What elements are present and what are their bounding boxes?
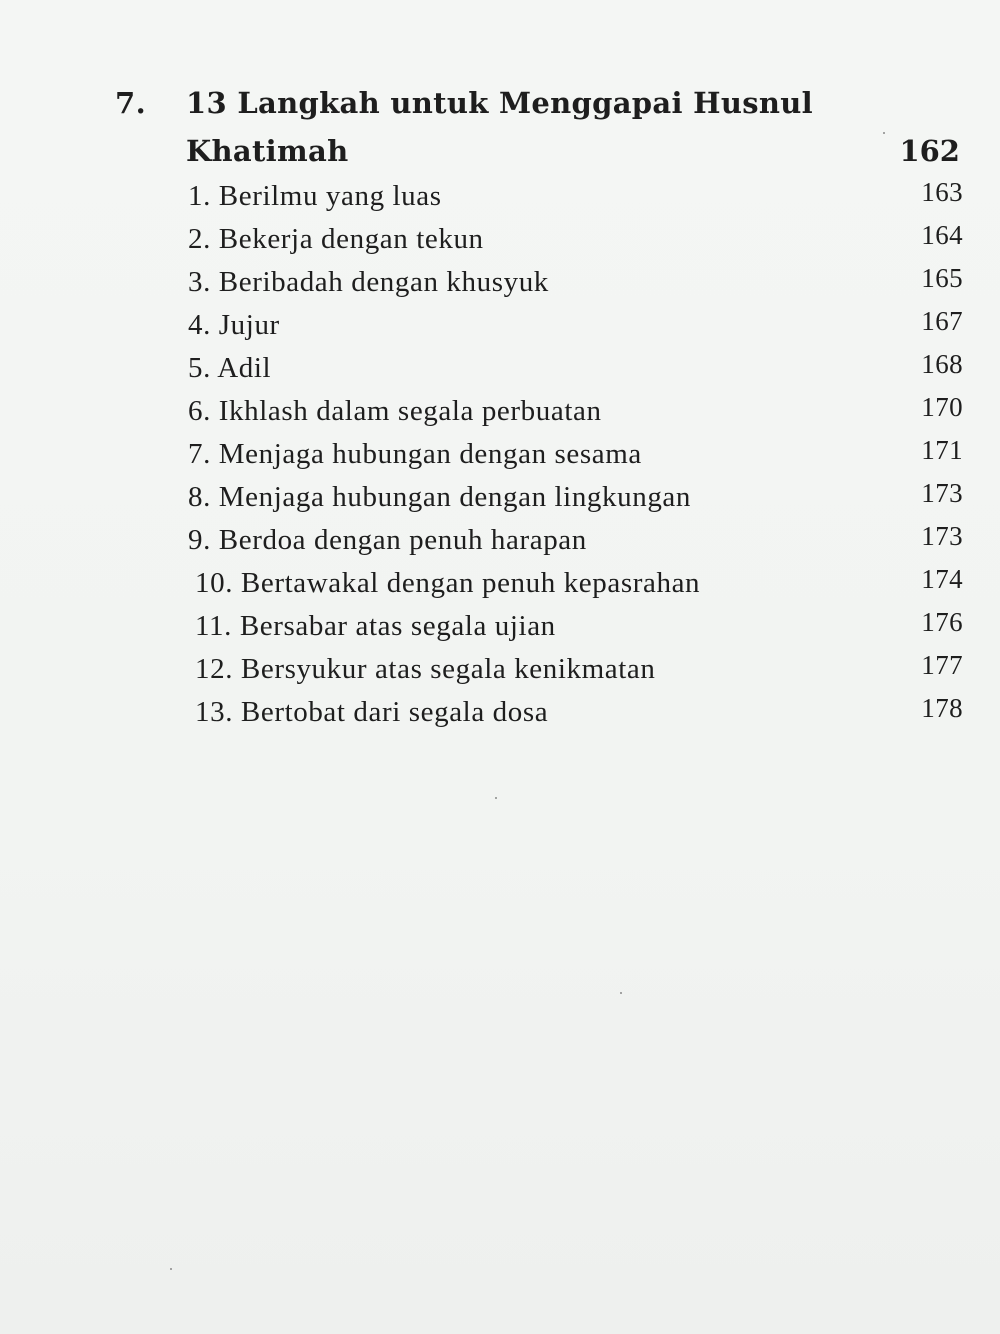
toc-entry-label: 1. Berilmu yang luas [188,180,442,212]
toc-entry-page: 164 [921,220,963,250]
toc-entry [0,178,1000,221]
toc-entry-label: 9. Berdoa dengan penuh harapan [188,524,587,556]
toc-entry-label: 2. Bekerja dengan tekun [188,223,484,255]
toc-entry-page: 174 [921,564,963,594]
toc-entry-page: 173 [921,478,963,508]
chapter-page-number: 162 [899,134,960,168]
toc-entry-page: 171 [921,435,963,465]
toc-entry [0,264,1000,307]
toc-entry-label: 8. Menjaga hubungan dengan lingkungan [188,481,692,513]
toc-entry-page: 178 [921,693,963,723]
toc-entry-page: 176 [921,607,963,637]
toc-entry [0,479,1000,522]
toc-entry-page: 168 [921,349,963,379]
toc-entry-label: 6. Ikhlash dalam segala perbuatan [188,395,602,427]
paper-speck [495,797,497,799]
toc-entry-page: 173 [921,521,963,551]
toc-entry-label: 11. Bersabar atas segala ujian [195,610,556,642]
paper-speck [620,992,622,994]
toc-entry-page: 170 [921,392,963,422]
chapter-title-line-1: 13 Langkah untuk Menggapai Husnul [186,86,813,120]
paper-speck [170,1268,172,1270]
toc-entry-label: 5. Adil [188,352,272,384]
toc-entry [0,393,1000,436]
chapter-title-line-2: Khatimah [186,134,349,168]
toc-entry [0,565,1000,608]
toc-entry-label: 7. Menjaga hubungan dengan sesama [188,438,642,470]
toc-entry-page: 163 [921,177,963,207]
toc-entry-page: 177 [921,650,963,680]
toc-entry-label: 3. Beribadah dengan khusyuk [188,266,549,298]
toc-entry-label: 10. Bertawakal dengan penuh kepasrahan [195,567,701,599]
toc-entry [0,651,1000,694]
toc-entry [0,694,1000,737]
chapter-number: 7. [115,86,147,120]
toc-entry [0,436,1000,479]
toc-entry-page: 167 [921,306,963,336]
toc-entry-page: 165 [921,263,963,293]
toc-entry-label: 13. Bertobat dari segala dosa [195,696,549,728]
toc-entry [0,522,1000,565]
toc-entry [0,350,1000,393]
toc-entry [0,221,1000,264]
toc-entry [0,608,1000,651]
toc-entry-label: 4. Jujur [188,309,280,341]
toc-entry-label: 12. Bersyukur atas segala kenikmatan [195,653,656,685]
toc-entry [0,307,1000,350]
paper-speck [883,132,885,134]
toc-entry-list [0,178,1000,737]
